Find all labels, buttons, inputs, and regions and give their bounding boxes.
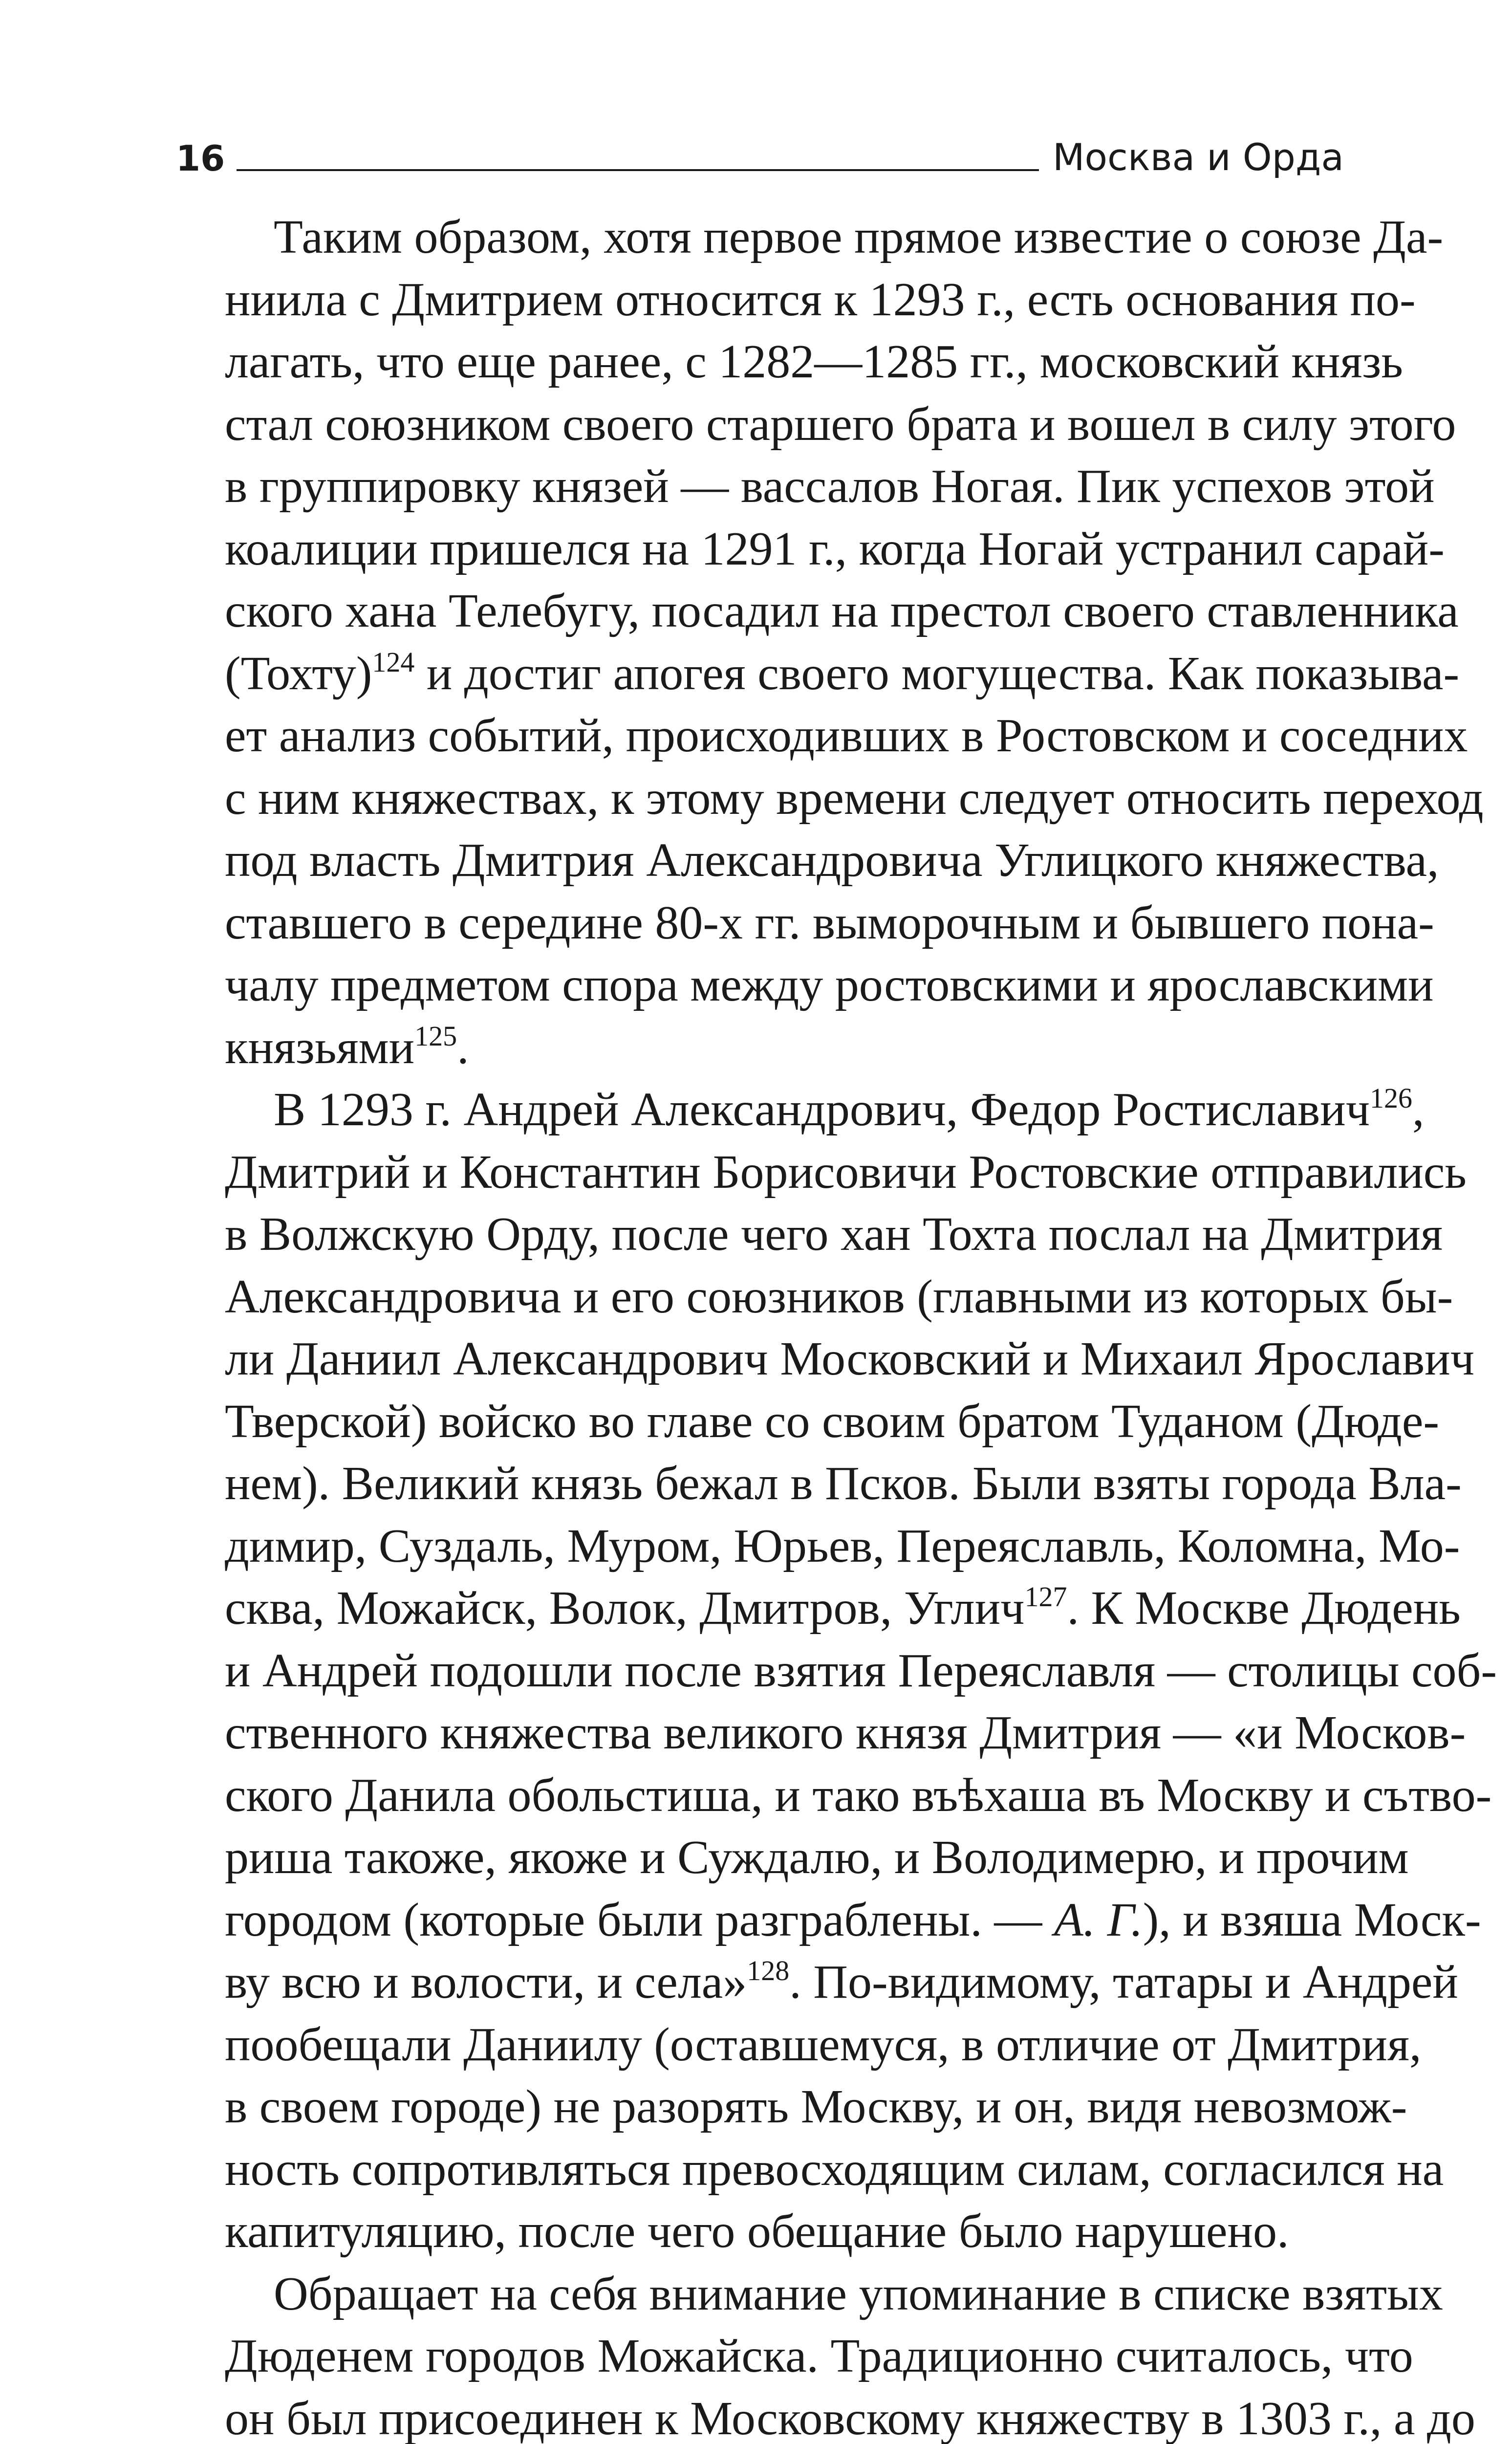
page-number: 16 bbox=[176, 141, 225, 176]
footnote-ref[interactable]: 124 bbox=[372, 646, 414, 678]
text-line: ли Даниил Александрович Московский и Михаил Ярославич bbox=[176, 1328, 1344, 1391]
text-line: Обращает на себя внимание упоминание в списке взятых bbox=[176, 2263, 1344, 2326]
footnote-ref[interactable]: 125 bbox=[414, 1020, 457, 1052]
running-head bbox=[176, 132, 1344, 176]
text-line: и Андрей подошли после взятия Переяславля — столицы соб- bbox=[176, 1640, 1344, 1702]
book-page bbox=[176, 132, 1344, 2444]
text-line: ет анализ событий, происходивших в Ростовском и соседних bbox=[176, 705, 1344, 767]
body-text bbox=[176, 206, 1344, 2444]
paragraph bbox=[176, 2263, 1344, 2444]
text-line: ственного княжества великого князя Дмитрия — «и Москов- bbox=[176, 1702, 1344, 1765]
text-line: в своем городе) не разорять Москву, и он, видя невозмож- bbox=[176, 2076, 1344, 2138]
text-line: капитуляцию, после чего обещание было нарушено. bbox=[176, 2201, 1344, 2263]
text-line: ского хана Телебугу, посадил на престол своего ставленника bbox=[176, 580, 1344, 643]
text-line: лагать, что еще ранее, с 1282—1285 гг., московский князь bbox=[176, 331, 1344, 393]
text-line: Дмитрий и Константин Борисовичи Ростовские отправились bbox=[176, 1141, 1344, 1204]
text-line: городом (которые были разграблены. — А. Г.), и взяша Моск- bbox=[176, 1889, 1344, 1952]
text-line: Дюденем городов Можайска. Традиционно считалось, что bbox=[176, 2325, 1344, 2388]
text-line: Таким образом, хотя первое прямое известие о союзе Да- bbox=[176, 206, 1344, 269]
text-line: нем). Великий князь бежал в Псков. Были взяты города Вла- bbox=[176, 1453, 1344, 1515]
text-line: сква, Можайск, Волок, Дмитров, Углич$^{127}$. К Москве Дюдень bbox=[176, 1577, 1344, 1640]
text-line: риша такоже, якоже и Суждалю, и Володимерю, и прочим bbox=[176, 1827, 1344, 1889]
text-line: стал союзником своего старшего брата и вошел в силу этого bbox=[176, 393, 1344, 456]
text-line: в Волжскую Орду, после чего хан Тохта послал на Дмитрия bbox=[176, 1203, 1344, 1266]
paragraph bbox=[176, 1079, 1344, 2263]
text-line: В 1293 г. Андрей Александрович, Федор Ростиславич$^{126}$, bbox=[176, 1079, 1344, 1141]
footnote-ref[interactable]: 127 bbox=[1024, 1581, 1067, 1613]
text-line: Александровича и его союзников (главными из которых бы- bbox=[176, 1266, 1344, 1329]
text-line: он был присоединен к Московскому княжеству в 1303 г., а до bbox=[176, 2388, 1344, 2444]
text-line: под власть Дмитрия Александровича Углицкого княжества, bbox=[176, 829, 1344, 892]
text-line: ставшего в середине 80-х гг. выморочным и бывшего пона- bbox=[176, 892, 1344, 955]
text-line: димир, Суздаль, Муром, Юрьев, Переяславль, Коломна, Мо- bbox=[176, 1515, 1344, 1578]
text-line: ниила с Дмитрием относится к 1293 г., есть основания по- bbox=[176, 269, 1344, 331]
text-line: пообещали Даниилу (оставшемуся, в отличие от Дмитрия, bbox=[176, 2014, 1344, 2076]
header-rule bbox=[237, 169, 1039, 171]
text-line: Тверской) войско во главе со своим братом Туданом (Дюде- bbox=[176, 1391, 1344, 1453]
editor-initials: А. Г. bbox=[1054, 1894, 1143, 1946]
paragraph bbox=[176, 206, 1344, 1079]
text-line: ность сопротивляться превосходящим силам, согласился на bbox=[176, 2138, 1344, 2201]
text-line: князьями$^{125}$. bbox=[176, 1017, 1344, 1079]
text-line: в группировку князей — вассалов Ногая. Пик успехов этой bbox=[176, 456, 1344, 518]
footnote-ref[interactable]: 126 bbox=[1370, 1082, 1412, 1114]
text-line: с ним княжествах, к этому времени следует относить переход bbox=[176, 767, 1344, 830]
text-line: (Тохту)$^{124}$ и достиг апогея своего могущества. Как показыва- bbox=[176, 643, 1344, 705]
running-title: Москва и Орда bbox=[1053, 139, 1344, 176]
text-line: коалиции пришелся на 1291 г., когда Ногай устранил сарай- bbox=[176, 518, 1344, 581]
footnote-ref[interactable]: 128 bbox=[747, 1955, 789, 1986]
text-line: ву всю и волости, и села»$^{128}$. По-видимому, татары и Андрей bbox=[176, 1951, 1344, 2014]
text-line: ского Данила обольстиша, и тако въѣхаша въ Москву и сътво- bbox=[176, 1765, 1344, 1827]
text-line: чалу предметом спора между ростовскими и ярославскими bbox=[176, 954, 1344, 1017]
